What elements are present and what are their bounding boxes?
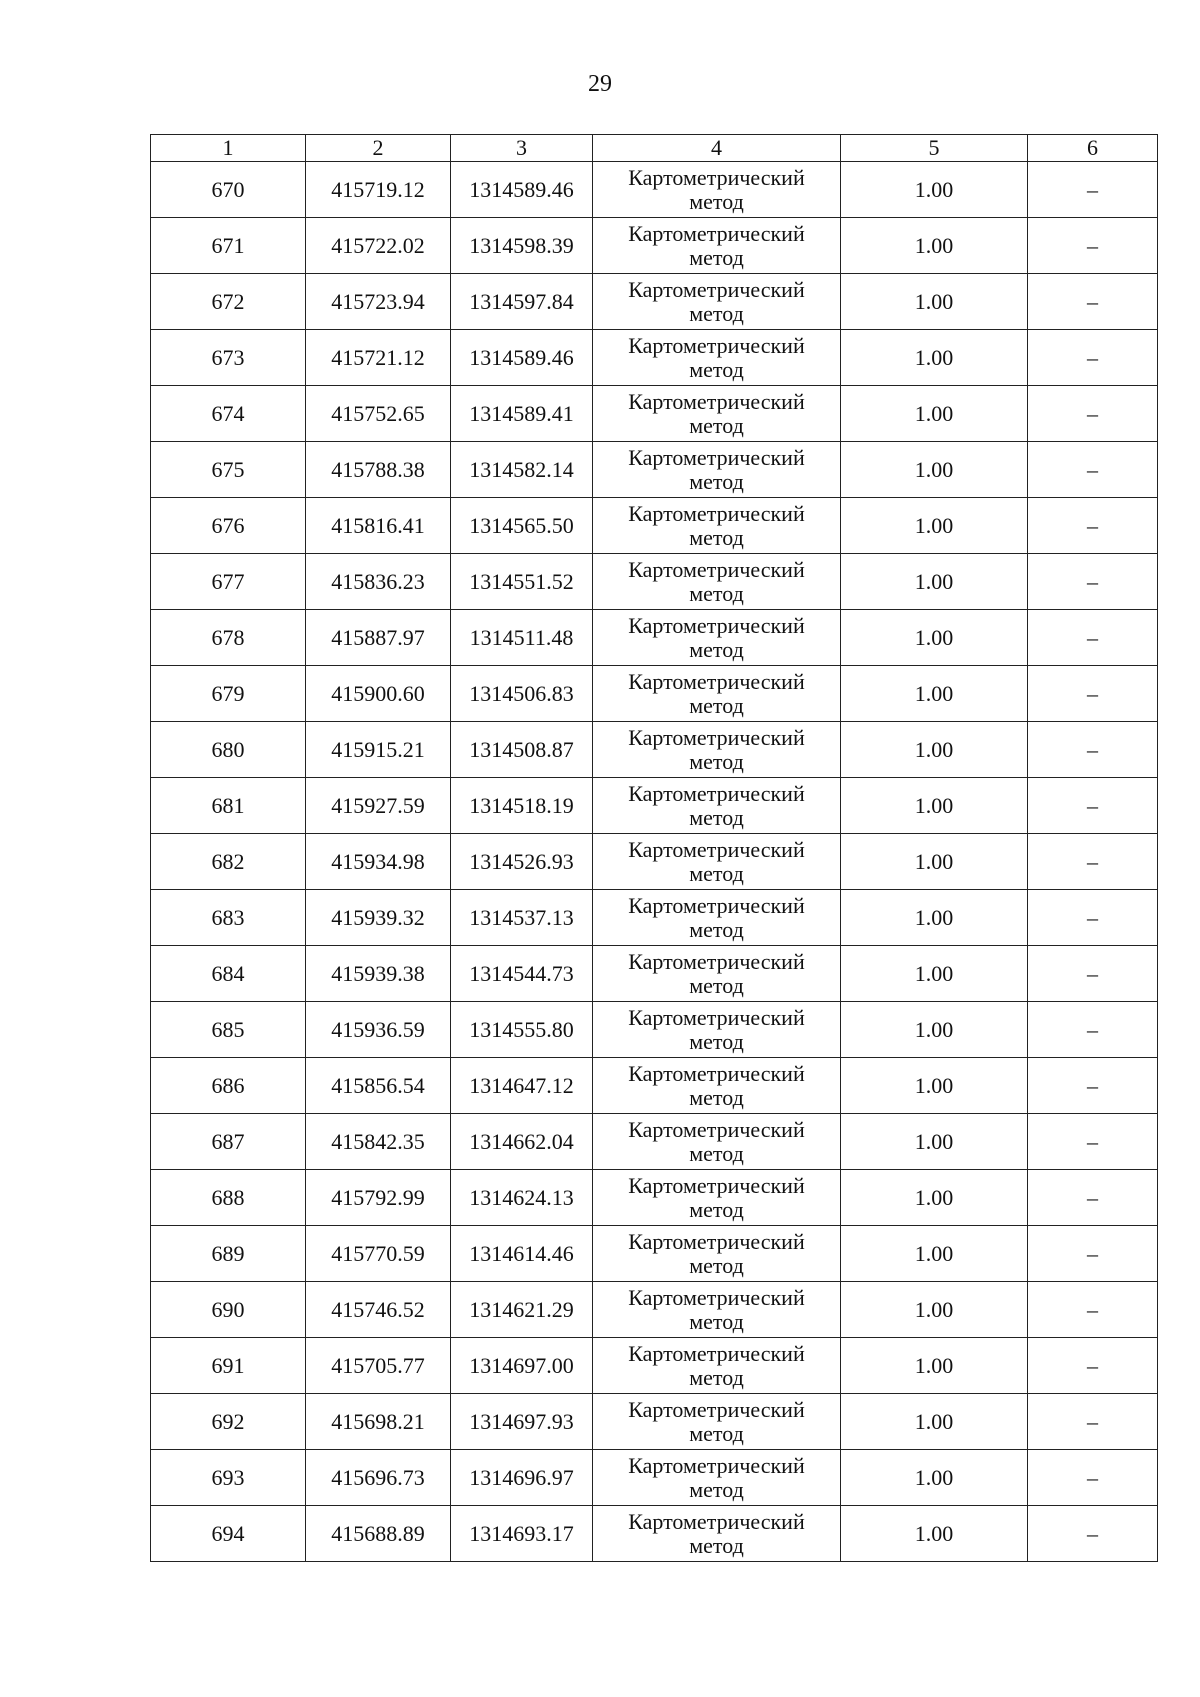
method-line-1: Картометрический: [628, 668, 805, 694]
point-number-cell: 672: [151, 274, 306, 330]
y-coordinate-cell: 1314589.46: [451, 162, 593, 218]
y-coordinate-cell: 1314693.17: [451, 1506, 593, 1562]
method-line-2: метод: [689, 1364, 744, 1390]
method-line-1: Картометрический: [628, 500, 805, 526]
method-line-2: метод: [689, 1252, 744, 1278]
accuracy-cell: 1.00: [841, 274, 1028, 330]
x-coordinate-cell: 415816.41: [306, 498, 451, 554]
x-coordinate-cell: 415842.35: [306, 1114, 451, 1170]
method-cell: [593, 666, 841, 722]
note-cell: –: [1028, 330, 1158, 386]
method-line-1: Картометрический: [628, 332, 805, 358]
note-cell: –: [1028, 162, 1158, 218]
accuracy-cell: 1.00: [841, 778, 1028, 834]
accuracy-cell: 1.00: [841, 1114, 1028, 1170]
x-coordinate-cell: 415915.21: [306, 722, 451, 778]
point-number-cell: 686: [151, 1058, 306, 1114]
method-cell: [593, 946, 841, 1002]
accuracy-cell: 1.00: [841, 610, 1028, 666]
method-line-1: Картометрический: [628, 780, 805, 806]
method-line-1: Картометрический: [628, 892, 805, 918]
point-number-cell: 684: [151, 946, 306, 1002]
method-cell: [593, 722, 841, 778]
accuracy-cell: 1.00: [841, 666, 1028, 722]
note-cell: –: [1028, 1450, 1158, 1506]
y-coordinate-cell: 1314518.19: [451, 778, 593, 834]
x-coordinate-cell: 415900.60: [306, 666, 451, 722]
table-row: [151, 1170, 1158, 1226]
note-cell: –: [1028, 1394, 1158, 1450]
accuracy-cell: 1.00: [841, 1394, 1028, 1450]
point-number-cell: 682: [151, 834, 306, 890]
method-line-2: метод: [689, 1196, 744, 1222]
point-number-cell: 677: [151, 554, 306, 610]
method-cell: [593, 554, 841, 610]
y-coordinate-cell: 1314697.93: [451, 1394, 593, 1450]
x-coordinate-cell: 415934.98: [306, 834, 451, 890]
point-number-cell: 683: [151, 890, 306, 946]
method-line-2: метод: [689, 244, 744, 270]
y-coordinate-cell: 1314526.93: [451, 834, 593, 890]
method-cell: [593, 1114, 841, 1170]
table-row: [151, 218, 1158, 274]
accuracy-cell: 1.00: [841, 890, 1028, 946]
y-coordinate-cell: 1314697.00: [451, 1338, 593, 1394]
method-line-1: Картометрический: [628, 1396, 805, 1422]
method-line-2: метод: [689, 356, 744, 382]
method-line-1: Картометрический: [628, 612, 805, 638]
accuracy-cell: 1.00: [841, 1170, 1028, 1226]
y-coordinate-cell: 1314511.48: [451, 610, 593, 666]
accuracy-cell: 1.00: [841, 1450, 1028, 1506]
column-header: 5: [841, 135, 1028, 162]
method-cell: [593, 330, 841, 386]
x-coordinate-cell: 415887.97: [306, 610, 451, 666]
table-row: [151, 1506, 1158, 1562]
accuracy-cell: 1.00: [841, 498, 1028, 554]
column-header: 1: [151, 135, 306, 162]
method-line-2: метод: [689, 188, 744, 214]
note-cell: –: [1028, 834, 1158, 890]
method-line-1: Картометрический: [628, 1452, 805, 1478]
method-cell: [593, 778, 841, 834]
method-cell: [593, 890, 841, 946]
table-row: [151, 610, 1158, 666]
table-row: [151, 1282, 1158, 1338]
x-coordinate-cell: 415722.02: [306, 218, 451, 274]
y-coordinate-cell: 1314565.50: [451, 498, 593, 554]
method-line-2: метод: [689, 1084, 744, 1110]
point-number-cell: 687: [151, 1114, 306, 1170]
method-line-2: метод: [689, 636, 744, 662]
method-line-1: Картометрический: [628, 1004, 805, 1030]
x-coordinate-cell: 415705.77: [306, 1338, 451, 1394]
table-row: [151, 834, 1158, 890]
column-header: 3: [451, 135, 593, 162]
y-coordinate-cell: 1314589.46: [451, 330, 593, 386]
note-cell: –: [1028, 1114, 1158, 1170]
x-coordinate-cell: 415939.32: [306, 890, 451, 946]
method-line-2: метод: [689, 412, 744, 438]
method-line-2: метод: [689, 1028, 744, 1054]
method-cell: [593, 1338, 841, 1394]
method-cell: [593, 1170, 841, 1226]
table-row: [151, 1450, 1158, 1506]
x-coordinate-cell: 415792.99: [306, 1170, 451, 1226]
table-row: [151, 1394, 1158, 1450]
x-coordinate-cell: 415856.54: [306, 1058, 451, 1114]
column-header: 2: [306, 135, 451, 162]
table-row: [151, 946, 1158, 1002]
point-number-cell: 691: [151, 1338, 306, 1394]
method-line-1: Картометрический: [628, 388, 805, 414]
point-number-cell: 680: [151, 722, 306, 778]
method-cell: [593, 442, 841, 498]
method-cell: [593, 1394, 841, 1450]
table-row: [151, 722, 1158, 778]
method-line-1: Картометрический: [628, 836, 805, 862]
accuracy-cell: 1.00: [841, 1282, 1028, 1338]
method-line-2: метод: [689, 524, 744, 550]
y-coordinate-cell: 1314614.46: [451, 1226, 593, 1282]
point-number-cell: 674: [151, 386, 306, 442]
method-line-1: Картометрический: [628, 1284, 805, 1310]
method-cell: [593, 1450, 841, 1506]
table-row: [151, 1338, 1158, 1394]
point-number-cell: 678: [151, 610, 306, 666]
note-cell: –: [1028, 1058, 1158, 1114]
note-cell: –: [1028, 890, 1158, 946]
table-header: [151, 135, 1158, 162]
accuracy-cell: 1.00: [841, 1226, 1028, 1282]
table-body: [151, 162, 1158, 1562]
note-cell: –: [1028, 1226, 1158, 1282]
method-line-2: метод: [689, 860, 744, 886]
method-line-2: метод: [689, 972, 744, 998]
method-line-2: метод: [689, 916, 744, 942]
table-row: [151, 274, 1158, 330]
accuracy-cell: 1.00: [841, 162, 1028, 218]
note-cell: –: [1028, 946, 1158, 1002]
method-cell: [593, 610, 841, 666]
point-number-cell: 690: [151, 1282, 306, 1338]
point-number-cell: 670: [151, 162, 306, 218]
y-coordinate-cell: 1314551.52: [451, 554, 593, 610]
method-cell: [593, 1058, 841, 1114]
method-line-1: Картометрический: [628, 276, 805, 302]
point-number-cell: 689: [151, 1226, 306, 1282]
method-line-2: метод: [689, 1532, 744, 1558]
header-row: [151, 135, 1158, 162]
method-cell: [593, 274, 841, 330]
table-row: [151, 1114, 1158, 1170]
point-number-cell: 694: [151, 1506, 306, 1562]
note-cell: –: [1028, 554, 1158, 610]
x-coordinate-cell: 415939.38: [306, 946, 451, 1002]
method-cell: [593, 162, 841, 218]
page-number: 29: [588, 71, 612, 97]
column-header: 4: [593, 135, 841, 162]
accuracy-cell: 1.00: [841, 1338, 1028, 1394]
y-coordinate-cell: 1314621.29: [451, 1282, 593, 1338]
table-row: [151, 162, 1158, 218]
accuracy-cell: 1.00: [841, 722, 1028, 778]
table-row: [151, 1002, 1158, 1058]
method-line-1: Картометрический: [628, 1228, 805, 1254]
y-coordinate-cell: 1314555.80: [451, 1002, 593, 1058]
y-coordinate-cell: 1314696.97: [451, 1450, 593, 1506]
table-row: [151, 386, 1158, 442]
method-cell: [593, 1282, 841, 1338]
note-cell: –: [1028, 666, 1158, 722]
accuracy-cell: 1.00: [841, 1506, 1028, 1562]
method-line-1: Картометрический: [628, 1060, 805, 1086]
method-line-2: метод: [689, 1140, 744, 1166]
table-row: [151, 890, 1158, 946]
point-number-cell: 675: [151, 442, 306, 498]
method-cell: [593, 834, 841, 890]
y-coordinate-cell: 1314662.04: [451, 1114, 593, 1170]
accuracy-cell: 1.00: [841, 1058, 1028, 1114]
point-number-cell: 679: [151, 666, 306, 722]
table-row: [151, 778, 1158, 834]
table-row: [151, 554, 1158, 610]
method-line-2: метод: [689, 804, 744, 830]
y-coordinate-cell: 1314506.83: [451, 666, 593, 722]
x-coordinate-cell: 415936.59: [306, 1002, 451, 1058]
note-cell: –: [1028, 386, 1158, 442]
point-number-cell: 688: [151, 1170, 306, 1226]
x-coordinate-cell: 415721.12: [306, 330, 451, 386]
point-number-cell: 681: [151, 778, 306, 834]
x-coordinate-cell: 415770.59: [306, 1226, 451, 1282]
method-cell: [593, 498, 841, 554]
column-header: 6: [1028, 135, 1158, 162]
x-coordinate-cell: 415723.94: [306, 274, 451, 330]
y-coordinate-cell: 1314508.87: [451, 722, 593, 778]
method-line-1: Картометрический: [628, 1172, 805, 1198]
method-line-2: метод: [689, 580, 744, 606]
note-cell: –: [1028, 722, 1158, 778]
accuracy-cell: 1.00: [841, 330, 1028, 386]
point-number-cell: 692: [151, 1394, 306, 1450]
x-coordinate-cell: 415927.59: [306, 778, 451, 834]
method-line-2: метод: [689, 692, 744, 718]
method-line-2: метод: [689, 748, 744, 774]
method-line-2: метод: [689, 1476, 744, 1502]
x-coordinate-cell: 415688.89: [306, 1506, 451, 1562]
y-coordinate-cell: 1314537.13: [451, 890, 593, 946]
table-row: [151, 1226, 1158, 1282]
note-cell: –: [1028, 1506, 1158, 1562]
method-line-2: метод: [689, 1308, 744, 1334]
accuracy-cell: 1.00: [841, 946, 1028, 1002]
x-coordinate-cell: 415719.12: [306, 162, 451, 218]
note-cell: –: [1028, 442, 1158, 498]
accuracy-cell: 1.00: [841, 554, 1028, 610]
note-cell: –: [1028, 1002, 1158, 1058]
y-coordinate-cell: 1314624.13: [451, 1170, 593, 1226]
note-cell: –: [1028, 778, 1158, 834]
table-row: [151, 498, 1158, 554]
accuracy-cell: 1.00: [841, 834, 1028, 890]
accuracy-cell: 1.00: [841, 442, 1028, 498]
x-coordinate-cell: 415746.52: [306, 1282, 451, 1338]
x-coordinate-cell: 415698.21: [306, 1394, 451, 1450]
method-cell: [593, 1226, 841, 1282]
accuracy-cell: 1.00: [841, 218, 1028, 274]
note-cell: –: [1028, 498, 1158, 554]
x-coordinate-cell: 415696.73: [306, 1450, 451, 1506]
method-cell: [593, 1002, 841, 1058]
table-row: [151, 666, 1158, 722]
y-coordinate-cell: 1314582.14: [451, 442, 593, 498]
method-line-2: метод: [689, 1420, 744, 1446]
point-number-cell: 673: [151, 330, 306, 386]
method-line-2: метод: [689, 468, 744, 494]
method-line-1: Картометрический: [628, 1340, 805, 1366]
point-number-cell: 693: [151, 1450, 306, 1506]
y-coordinate-cell: 1314598.39: [451, 218, 593, 274]
method-line-1: Картометрический: [628, 948, 805, 974]
note-cell: –: [1028, 610, 1158, 666]
coordinates-table: [150, 134, 1158, 1562]
method-cell: [593, 1506, 841, 1562]
accuracy-cell: 1.00: [841, 1002, 1028, 1058]
method-line-1: Картометрический: [628, 1116, 805, 1142]
note-cell: –: [1028, 1338, 1158, 1394]
y-coordinate-cell: 1314647.12: [451, 1058, 593, 1114]
method-cell: [593, 386, 841, 442]
note-cell: –: [1028, 274, 1158, 330]
method-line-2: метод: [689, 300, 744, 326]
table-row: [151, 330, 1158, 386]
note-cell: –: [1028, 218, 1158, 274]
note-cell: –: [1028, 1282, 1158, 1338]
point-number-cell: 685: [151, 1002, 306, 1058]
y-coordinate-cell: 1314544.73: [451, 946, 593, 1002]
note-cell: –: [1028, 1170, 1158, 1226]
method-line-1: Картометрический: [628, 1508, 805, 1534]
x-coordinate-cell: 415752.65: [306, 386, 451, 442]
method-line-1: Картометрический: [628, 444, 805, 470]
x-coordinate-cell: 415836.23: [306, 554, 451, 610]
table-row: [151, 1058, 1158, 1114]
method-line-1: Картометрический: [628, 220, 805, 246]
method-cell: [593, 218, 841, 274]
method-line-1: Картометрический: [628, 556, 805, 582]
y-coordinate-cell: 1314589.41: [451, 386, 593, 442]
point-number-cell: 671: [151, 218, 306, 274]
method-line-1: Картометрический: [628, 724, 805, 750]
point-number-cell: 676: [151, 498, 306, 554]
method-line-1: Картометрический: [628, 164, 805, 190]
x-coordinate-cell: 415788.38: [306, 442, 451, 498]
table-row: [151, 442, 1158, 498]
accuracy-cell: 1.00: [841, 386, 1028, 442]
y-coordinate-cell: 1314597.84: [451, 274, 593, 330]
